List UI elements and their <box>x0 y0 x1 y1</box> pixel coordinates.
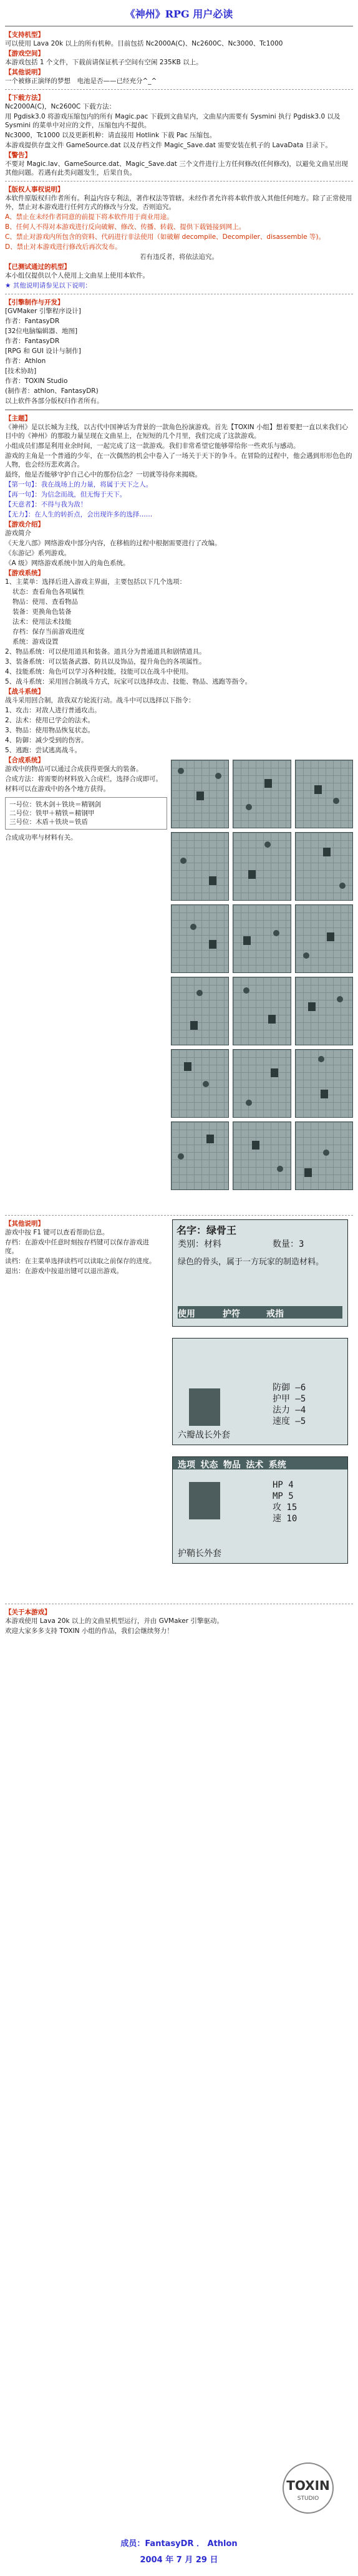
story-quote: 【再一句】：为信念而战，但无悔于天下。 <box>5 491 127 498</box>
game-map-screenshot <box>171 904 229 973</box>
craft-text: 合成成功率与材料有关。 <box>5 834 77 841</box>
section-system <box>5 569 353 686</box>
stat-line: HP 4 <box>273 1480 294 1490</box>
credit-line: 作者：FantasyDR <box>5 317 60 325</box>
divider <box>5 181 353 182</box>
section-text: 用 Pgdisk3.0 将游戏压缩包内的所有 Magic.pac 下载到文曲星内，文曲星内需要有 Sysmini 执行 Pgdisk3.0 以及 Sysmini 的菜单中对应的文件，压缩包内不提供。 <box>5 113 341 129</box>
screenshot-row <box>171 1121 353 1190</box>
intro-text: 《东游记》系列游戏。 <box>5 550 70 557</box>
stat-line: 护甲 —5 <box>273 1394 306 1404</box>
section-text: 本游戏提供存盘文件 GameSource.dat 以及存档文件 Magic_Save.dat 需要安装在机子的 LavaData 目录下。 <box>5 142 332 149</box>
game-map-screenshot <box>295 904 353 973</box>
credit-line: [32位电脑编辑器、地图] <box>5 327 78 335</box>
warning-text: A、禁止在未经作者同意的前提下将本软件用于商业用途。 <box>5 213 173 221</box>
screenshot-row <box>171 1049 353 1118</box>
notes-text: 存档：在游戏中任意时刻按存档键可以保存游戏进度。 <box>5 1239 149 1255</box>
section-text: 本小组仅提供以个人使用上文曲星上使用本软件。 <box>5 272 149 279</box>
warning-text: B、任何人不得对本游戏进行反向破解、修改、传播、转载、提供下载链接到网上。 <box>5 223 246 231</box>
screenshot-row <box>171 760 353 828</box>
story-quote: 【第一句】：我在战场上的力量，将属于天下之人。 <box>5 481 153 488</box>
notes-text: 读档：在主菜单选择读档可以读取之前保存的进度。 <box>5 1257 156 1265</box>
menu-ring: 戒指 <box>266 1309 284 1319</box>
intro-text: 游戏简介 <box>5 530 31 537</box>
menu-item: 存档：保存当前游戏进度 <box>12 628 85 636</box>
battle-item-name: 护鞘长外套 <box>178 1549 221 1559</box>
stat-line: 法力 —4 <box>273 1405 306 1415</box>
section-text: 一个被修正演绎的梦想 电池是否——已经充分^_^ <box>5 77 157 85</box>
story-quote: 【天意者】：不得与我为敌！ <box>5 501 87 508</box>
section-space <box>5 49 353 67</box>
battle-menu-label: 选项 状态 物品 法术 系统 <box>178 1460 286 1470</box>
divider <box>5 89 353 90</box>
section-heading: 【警告】 <box>5 152 31 159</box>
credit-line: 成员：FantasyDR ． Athlon <box>120 2539 238 2549</box>
section-heading: 【主题】 <box>5 415 31 422</box>
credit-line: [RPG 和 GUI 设计与制作] <box>5 347 81 355</box>
section-craft <box>5 756 167 842</box>
section-heading: 【游戏空间】 <box>5 50 44 57</box>
menu-amulet: 护符 <box>223 1309 240 1319</box>
system-text: 5、战斗系统：采用回合制战斗方式，玩家可以选择攻击、技能、物品、逃跑等指令。 <box>5 678 252 685</box>
game-map-screenshot <box>295 977 353 1045</box>
character-sprite <box>189 1388 220 1426</box>
section-other <box>5 68 353 85</box>
section-heading: 【战斗系统】 <box>5 688 44 695</box>
menu-item: 法术：使用法术技能 <box>12 618 72 626</box>
equipment-screenshot <box>172 1338 348 1445</box>
story-quote: 【无力】：在人生的转折点，会出现许多的选择…… <box>5 511 153 518</box>
credit-line: [GVMaker 引擎程序设计] <box>5 307 81 315</box>
credit-line: (制作者：athlon、FantasyDR) <box>5 387 99 395</box>
game-map-screenshot <box>233 1121 291 1190</box>
logo-subtext: STUDIO <box>297 2496 319 2502</box>
section-text: Nc2000A(C)，Nc2600C 下载方法： <box>5 103 116 110</box>
section-text: 可以使用 Lava 20k 以上的所有机种。目前包括 Nc2000A(C)、Nc2600C、Nc3000、Tc1000 <box>5 40 283 47</box>
section-heading: 【游戏介绍】 <box>5 521 44 528</box>
section-download <box>5 94 353 150</box>
battle-text: 2、法术：使用已学会的法术。 <box>5 717 95 724</box>
section-support <box>5 31 353 48</box>
battle-text: 4、防御：减少受到的伤害。 <box>5 737 88 744</box>
stat-line: 防御 —6 <box>273 1383 306 1393</box>
battle-menu-screenshot <box>172 1456 348 1564</box>
game-map-screenshot <box>233 1049 291 1118</box>
character-sprite <box>189 1482 220 1519</box>
section-heading: 【支持机型】 <box>5 31 44 39</box>
game-map-screenshot <box>295 1049 353 1118</box>
craft-text: 材料可以在游戏中的各个地方获得。 <box>5 785 110 793</box>
story-text: 《神州》是以长城为主线，以古代中国神话为背景的一款角色扮演游戏。首先【TOXIN 小组】想着要把一直以来我们心目中的《神州》的那股力量呈现在文曲星上，在短短的几个月里，我们完成了这款游戏。 <box>5 424 348 440</box>
menu-item: 系统：游戏设置 <box>12 638 59 646</box>
screenshot-row <box>171 904 353 973</box>
section-heading: 【引擎制作与开发】 <box>5 299 64 306</box>
about-text: 本游戏使用 Lava 20k 以上的文曲星机型运行，并由 GVMaker 引擎驱动。 <box>5 1617 223 1625</box>
game-map-screenshot <box>171 977 229 1045</box>
about-text: 欢迎大家多多支持 TOXIN 小组的作品，我们会继续努力！ <box>5 1627 173 1635</box>
game-map-screenshot <box>233 832 291 901</box>
divider <box>5 1215 353 1216</box>
section-story <box>5 414 353 519</box>
credit-line: 作者：TOXIN Studio <box>5 377 68 385</box>
screenshot-row <box>171 977 353 1045</box>
craft-recipes <box>5 797 167 830</box>
section-heading: 【下载方法】 <box>5 94 44 102</box>
recipe-line: 三号位：木盾＋铁块＝铁盾 <box>9 818 88 826</box>
section-heading: 【已测试通过的机型】 <box>5 263 70 271</box>
game-map-screenshot <box>171 1121 229 1190</box>
menu-item: 装备：更换角色装备 <box>12 608 72 616</box>
stat-line: 速 10 <box>273 1514 298 1524</box>
game-map-screenshot <box>295 1121 353 1190</box>
craft-text: 游戏中的物品可以通过合成获得更强大的装备。 <box>5 765 143 773</box>
section-about <box>5 1608 353 1635</box>
story-text: 最终，他是否能够守护自己心中的那份信念？一切就等待你来揭晓。 <box>5 471 201 478</box>
section-heading: 【其他说明】 <box>5 69 44 76</box>
warning-text: C、禁止对游戏内所包含的资料、代码进行非法使用（如破解 decompile、Decompiler、disassemble 等)。 <box>5 233 326 241</box>
section-text: 本游戏包括 1 个文件，下载前请保证机子空间有空闲 235KB 以上。 <box>5 59 203 66</box>
credit-line: 作者：FantasyDR <box>5 337 60 345</box>
craft-area <box>5 756 353 1211</box>
battle-text: 3、物品：使用物品恢复状态。 <box>5 727 95 734</box>
section-text: 不要对 Magic.lav、GameSource.dat、Magic_Save.dat 三个文件进行上方任何修改(任何修改)，以避免文曲星出现其他问题。若遇有此类问题发生，后果自负。 <box>5 160 348 177</box>
section-heading: 【其他说明】 <box>5 1220 44 1227</box>
game-map-screenshot <box>233 904 291 973</box>
section-notes <box>5 1219 161 1276</box>
doc-title: 《神州》RPG 用户必读 <box>125 8 233 20</box>
game-map-screenshot <box>233 977 291 1045</box>
section-copyright <box>5 185 353 261</box>
credit-line: [技术协助] <box>5 367 37 375</box>
menu-item: 状态：查看角色各项属性 <box>12 588 85 596</box>
game-map-screenshot <box>171 760 229 828</box>
divider <box>5 409 353 410</box>
item-qty: 数量：3 <box>273 1239 304 1249</box>
notes-text: 退出：在游戏中按退出键可以退出游戏。 <box>5 1267 123 1275</box>
game-map-screenshot <box>233 760 291 828</box>
battle-text: 1、攻击：对敌人进行普通攻击。 <box>5 707 101 714</box>
screenshot-row <box>171 832 353 901</box>
game-map-screenshot <box>295 760 353 828</box>
item-type: 类别：材料 <box>178 1239 221 1249</box>
item-status-screenshot <box>172 1219 348 1327</box>
recipe-line: 一号位：铁木剑＋铁块＝精钢剑 <box>9 801 101 808</box>
divider <box>5 26 353 27</box>
intro-text: 《天龙八部》网络游戏中部分内容，在移植的过程中根据需要进行了改编。 <box>5 540 221 547</box>
stat-line: MP 5 <box>273 1491 294 1501</box>
item-desc: 绿色的骨头，属于一方玩家的制造材料。 <box>178 1257 324 1267</box>
section-battle <box>5 687 353 755</box>
story-text: 游戏的主角是一个普通的少年，在一次偶然的机会中卷入了一场关于天下的争斗。在冒险的过程中，他会遇到形形色色的人物，也会经历悲欢离合。 <box>5 452 352 468</box>
gameplay-area <box>5 1219 353 1600</box>
section-intro <box>5 520 353 568</box>
system-text: 2、物品系统：可以使用道具和装备。道具分为普通道具和剧情道具。 <box>5 648 206 656</box>
section-text: 若有违反者，将依法追究。 <box>140 253 218 261</box>
section-credits <box>5 298 353 395</box>
section-text: 本软件原版权归作者所有。利益内容专利法，著作权法等管辖。未经作者允许将本软件放入其他任何地方。除了正常使用外，禁止对本游戏进行任何方式的修改与分发，否则追究。 <box>5 195 352 211</box>
section-text: Nc3000，Tc1000 以及更新机种：请直接用 Hotlink 下载 Pac 压缩包。 <box>5 132 216 139</box>
battle-stats <box>273 1479 297 1524</box>
notes-text: 游戏中按 F1 键可以查看帮助信息。 <box>5 1229 109 1236</box>
recipe-line: 二号位：铁甲＋精铁＝精钢甲 <box>9 810 95 817</box>
section-heading: 【版权人事权说明】 <box>5 186 64 193</box>
section-heading: 【关于本游戏】 <box>5 1609 51 1616</box>
story-text: 小组成员们都是利用业余时间，一起完成了这一款游戏。我们非常希望它能够带给你一些欢乐与感动。 <box>5 442 300 450</box>
toxin-studio-logo <box>277 2460 339 2516</box>
menu-bar <box>178 1306 342 1319</box>
item-name: 名字：绿骨王 <box>177 1224 237 1236</box>
section-copyright-note <box>5 397 353 405</box>
section-heading: 【合成系统】 <box>5 757 44 764</box>
craft-text: 合成方法：将需要的材料放入合成栏，选择合成即可。 <box>5 775 162 783</box>
warning-text: D、禁止对本游戏进行修改后再次发布。 <box>5 243 122 251</box>
intro-text: 《A 级》网络游戏系统中加入的角色系统。 <box>5 559 130 567</box>
system-text: 4、技能系统：角色可以学习各种技能，技能可以在战斗中使用。 <box>5 668 193 675</box>
section-warning <box>5 151 353 177</box>
battle-text: 战斗采用回合制，敌我双方轮流行动。战斗中可以选择以下指令： <box>5 697 195 704</box>
section-tested <box>5 263 353 290</box>
stat-line: 速度 —5 <box>273 1416 306 1426</box>
game-map-screenshot <box>171 1049 229 1118</box>
menu-use: 使用 <box>178 1309 195 1319</box>
release-date: 2004 年 7 月 29 日 <box>140 2555 218 2565</box>
equipment-name: 六瓣战长外套 <box>178 1430 230 1440</box>
menu-item: 物品：使用、查看物品 <box>12 598 78 606</box>
system-text: 1、主菜单：选择后进入游戏主界面，主要包括以下几个选项： <box>5 578 186 586</box>
battle-text: 5、逃跑：尝试逃离战斗。 <box>5 747 82 754</box>
screenshot-grid <box>171 756 353 1194</box>
section-heading: 【游戏系统】 <box>5 569 44 577</box>
game-map-screenshot <box>295 832 353 901</box>
game-map-screenshot <box>171 832 229 901</box>
credit-line: 作者：Athlon <box>5 357 46 365</box>
section-text: 以上软件各部分版权归作者所有。 <box>5 397 104 405</box>
logo-text: TOXIN <box>286 2478 330 2493</box>
stat-line: 攻 15 <box>273 1503 298 1513</box>
equipment-stats <box>273 1382 306 1427</box>
system-text: 3、装备系统：可以装备武器、防具以及饰品，提升角色的各项属性。 <box>5 658 206 666</box>
section-text: ★ 其他说明请参见以下说明： <box>5 282 92 289</box>
